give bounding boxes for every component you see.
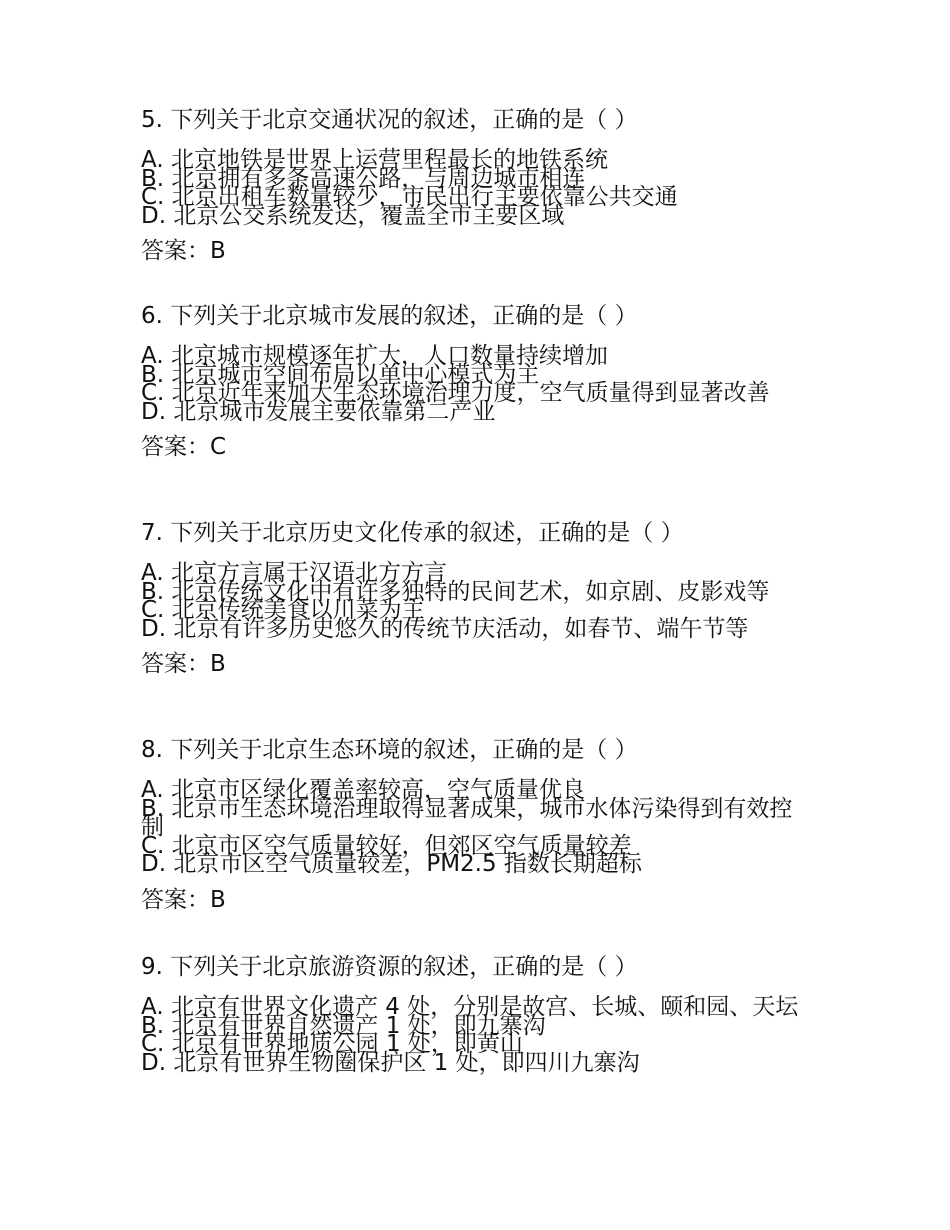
option-c: C. 北京近年来加大生态环境治理力度，空气质量得到显著改善: [141, 380, 770, 406]
option-list: [141, 147, 801, 229]
option-list: [141, 343, 801, 425]
option-a: A. 北京地铁是世界上运营里程最长的地铁系统: [141, 147, 608, 173]
answer-text: 答案：C: [141, 434, 227, 460]
answer-text: 答案：B: [141, 238, 226, 264]
question-8: [141, 736, 801, 914]
answer-text: 答案：B: [141, 886, 226, 913]
option-c: C. 北京有世界地质公园 1 处，即黄山: [141, 1031, 523, 1057]
question-stem: 9. 下列关于北京旅游资源的叙述，正确的是（ ）: [141, 954, 638, 980]
question-5: [141, 106, 801, 265]
option-a: A. 北京有世界文化遗产 4 处，分别是故宫、长城、颐和园、天坛: [141, 994, 799, 1020]
option-d: D. 北京城市发展主要依靠第二产业: [141, 398, 496, 425]
option-a: A. 北京城市规模逐年扩大，人口数量持续增加: [141, 343, 608, 369]
option-b: B. 北京有世界自然遗产 1 处，即九寨沟: [141, 1012, 546, 1039]
question-9: [141, 953, 801, 1076]
option-c: C. 北京出租车数量较少，市民出行主要依靠公共交通: [141, 184, 678, 210]
question-stem: 5. 下列关于北京交通状况的叙述，正确的是（ ）: [141, 107, 638, 133]
question-7: [141, 519, 801, 678]
option-b: B. 北京拥有多条高速公路，与周边城市相连: [141, 165, 586, 192]
question-stem: 6. 下列关于北京城市发展的叙述，正确的是（ ）: [141, 303, 638, 329]
option-b: B. 北京城市空间布局以单中心模式为主: [141, 361, 540, 388]
option-list: [141, 994, 801, 1076]
option-a: A. 北京方言属于汉语北方方言: [141, 560, 447, 586]
option-d: D. 北京有世界生物圈保护区 1 处，即四川九寨沟: [141, 1049, 640, 1076]
question-stem: 7. 下列关于北京历史文化传承的叙述，正确的是（ ）: [141, 520, 684, 546]
option-d: D. 北京有许多历史悠久的传统节庆活动，如春节、端午节等: [141, 615, 749, 642]
option-list: [141, 560, 801, 642]
option-d: D. 北京市区空气质量较差，PM2.5 指数长期超标: [141, 851, 642, 877]
option-d: D. 北京公交系统发达，覆盖全市主要区域: [141, 202, 565, 229]
option-a: A. 北京市区绿化覆盖率较高，空气质量优良: [141, 777, 585, 803]
option-c: C. 北京传统美食以川菜为主: [141, 597, 425, 623]
option-b: B. 北京市生态环境治理取得显著成果，城市水体污染得到有效控制: [141, 795, 793, 840]
answer-text: 答案：B: [141, 651, 226, 677]
option-b: B. 北京传统文化中有许多独特的民间艺术，如京剧、皮影戏等: [141, 578, 770, 605]
option-list: [141, 777, 801, 877]
question-stem: 8. 下列关于北京生态环境的叙述，正确的是（ ）: [141, 737, 638, 763]
question-6: [141, 302, 801, 461]
option-c: C. 北京市区空气质量较好，但郊区空气质量较差: [141, 832, 632, 859]
